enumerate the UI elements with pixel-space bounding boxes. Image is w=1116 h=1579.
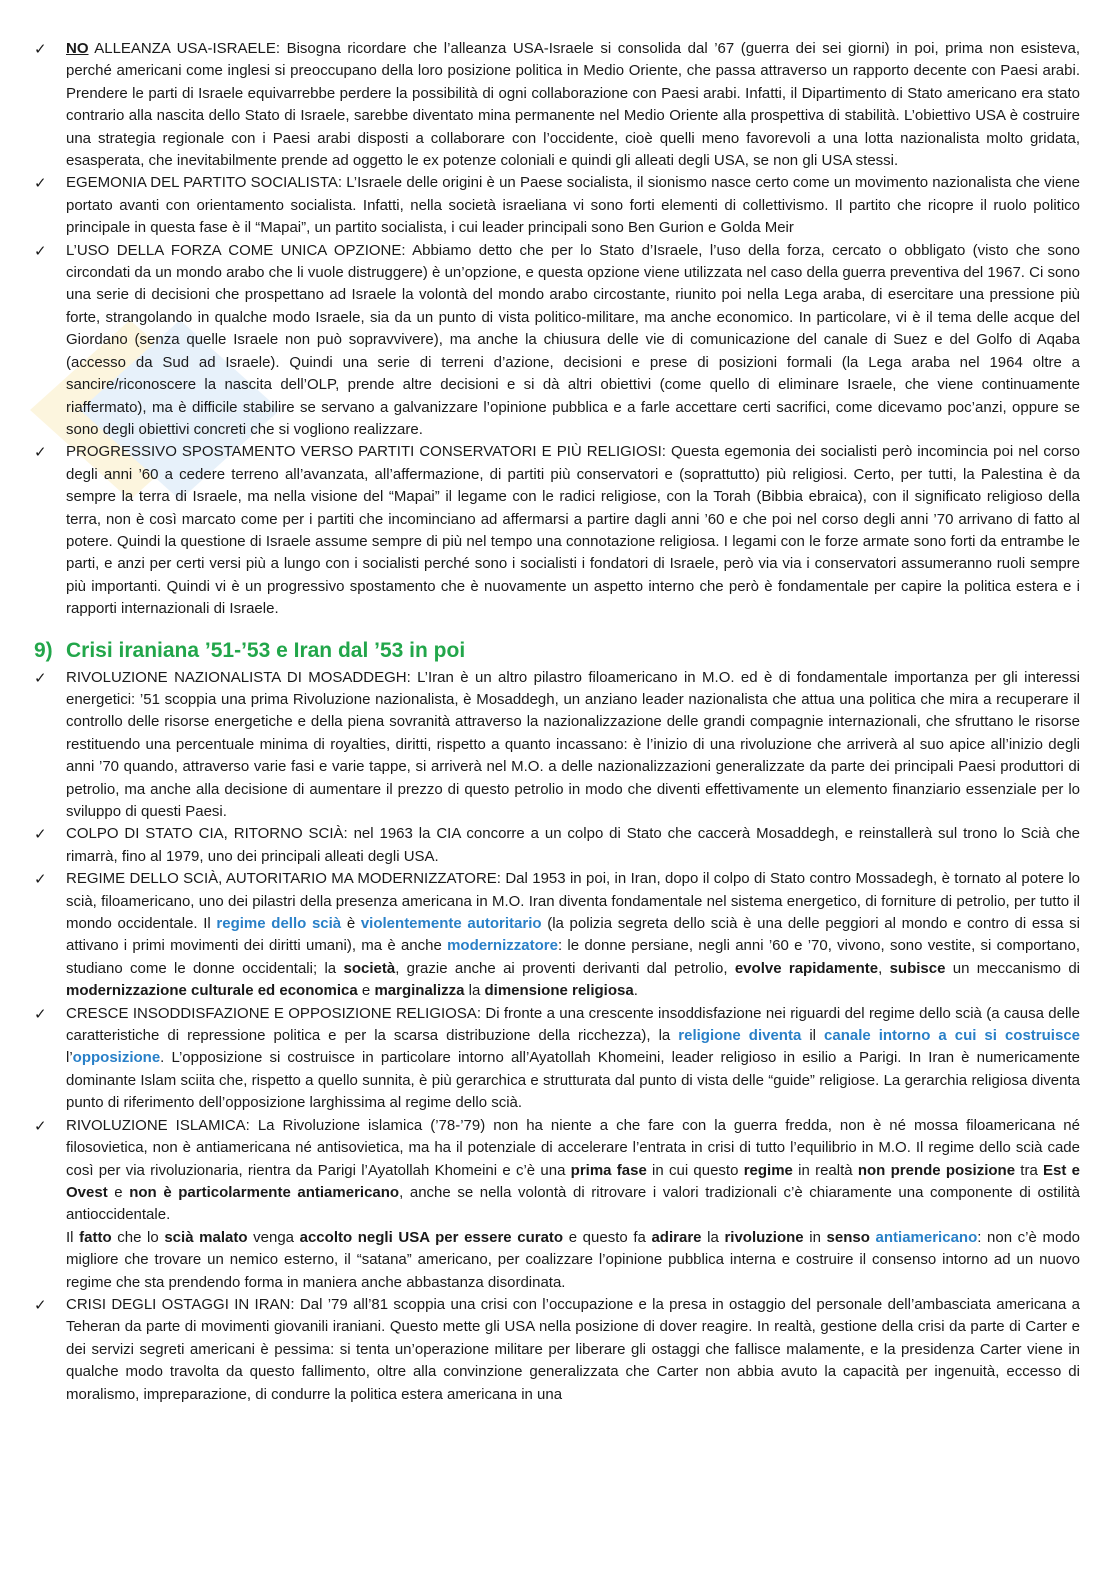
highlight-blue: opposizione: [72, 1049, 161, 1067]
checkmark-icon: ✓: [34, 40, 47, 58]
keyword-bold: fatto: [79, 1228, 112, 1246]
section9-list: [34, 667, 1080, 1406]
text-run: , anche se nella volontà di ritrovare i valori tradizionali c’è chiaramente una componente di ostilità antioccidentale.: [66, 1183, 1080, 1224]
item-text: Bisogna ricordare che l’alleanza USA-Israele si consolida dal ’67 (guerra dei sei giorni) in poi, prima non esisteva, perché americani come inglesi si preoccupano della loro posizione politica in Medio Oriente, che passa attraverso un rapporto decente con Paesi arabi. Prendere le parti di Israele equivarrebbe perdere la possibilità di ogni collaborazione con Paesi arabi. Infatti, il Dipartimento di Stato americano era stato contrario alla nascita dello Stato di Israele, sarebbe diventato mina permanente nel Medio Oriente alla prospettiva di stabilità. L’obiettivo USA è costruire una strategia regionale con i Paesi arabi disposti a collaborare con l’occidente, cioè quelli meno favorevoli a una lotta nazionalista molto gridata, esasperata, che inevitabilmente prende ad oggetto le ex potenze coloniali e quindi gli alleati degli USA, se non gli USA stessi.: [66, 40, 1080, 170]
item-title: ALLEANZA USA-ISRAELE:: [88, 40, 287, 57]
keyword-bold: senso: [826, 1228, 870, 1246]
text-run: tra: [1015, 1161, 1044, 1179]
checkmark-icon: ✓: [34, 443, 47, 462]
checkmark-icon: ✓: [34, 668, 47, 687]
highlight-blue: violentemente autoritario: [360, 915, 542, 933]
highlight-blue: religione diventa: [678, 1027, 802, 1045]
text-run: in: [803, 1228, 827, 1246]
checkmark-icon: ✓: [34, 241, 47, 260]
list-item: [34, 1003, 1080, 1115]
keyword-bold: modernizzazione culturale ed economica: [66, 982, 358, 1000]
text-run: ,: [878, 959, 890, 977]
item-text: L’Iran è un altro pilastro filoamericano in M.O. ed è di fondamentale importanza per gli interessi energetici: ’51 scoppia una prima Rivoluzione nazionalista, è Mosaddegh, un anziano leader nazionalista che attua una politica che mira a recuperare il controllo delle risorse energetiche e della piena sovranità attraverso la nazionalizzazione delle grandi compagnie internazionali, che sfruttano le risorse restituendo una percentuale minima di royalties, diritti, rispetto a quanto incassano: è l’inizio di una rivoluzione che arriverà al suo apice all’inizio degli anni ’70 quando, attraverso varie fasi e varie tappe, si arriverà nel M.O. a delle nazionalizzazioni generalizzate da parte dei principali Paesi produttori di petrolio, ma anche alla decisione di aumentare il prezzo di questo petrolio in modo che diventi effettivamente un elemento finanziario essenziale per lo sviluppo di questi Paesi.: [66, 668, 1080, 820]
keyword-bold: non è particolarmente antiamericano: [129, 1183, 400, 1201]
text-run: venga: [247, 1228, 300, 1246]
item-paragraph: [66, 1227, 1080, 1294]
checkmark-icon: ✓: [34, 1004, 47, 1023]
item-text: Dal ’79 all’81 scoppia una crisi con l’occupazione e la presa in ostaggio del personale dell’ambasciata americana a Teheran da parte di movimenti giovanili iraniani. Questo mette gli USA nella posizione di dover reagire. In realtà, gestione della crisi da parte di Carter e dei servizi segreti americani è pessima: si tenta un’operazione militare per liberare gli ostaggi che fallisce malamente, e la presidenza Carter viene in qualche modo travolta da questo fallimento, oltre alla convinzione generalizzata che Carter non abbia avuto la capacità per ingenuità, eccesso di moralismo, impreparazione, di condurre la politica estera americana in una: [66, 1295, 1081, 1403]
list-item: [34, 1115, 1080, 1294]
text-run: il: [801, 1027, 825, 1045]
text-run: Dal 1953 in poi, in Iran, dopo il colpo di Stato contro Mossadegh, è tornato al potere lo scià, filoamericano, uno dei pilastri della presenza americana in M.O. Iran diventa fondamentale nel sistema energetico, di forniture di petrolio, per tutto il mondo occidentale. Il: [66, 870, 1080, 933]
keyword-bold: scià malato: [164, 1228, 248, 1246]
list-item: [34, 441, 1080, 620]
text-run: e: [107, 1183, 130, 1201]
item-title: CRESCE INSODDISFAZIONE E OPPOSIZIONE RELIGIOSA:: [66, 1004, 486, 1022]
item-title: REGIME DELLO SCIÀ, AUTORITARIO MA MODERNIZZATORE:: [66, 870, 506, 888]
text-run: la: [701, 1228, 725, 1246]
text-run: un meccanismo di: [945, 959, 1080, 977]
text-run: .: [633, 982, 638, 1000]
text-run: la: [464, 982, 485, 1000]
keyword-bold: evolve rapidamente: [734, 959, 879, 977]
item-title: EGEMONIA DEL PARTITO SOCIALISTA:: [66, 174, 347, 192]
section8-list: [34, 38, 1080, 621]
keyword-bold: rivoluzione: [724, 1228, 804, 1246]
list-item: [34, 240, 1080, 442]
text-run: in realtà: [792, 1161, 858, 1179]
list-item: [34, 172, 1080, 239]
text-run: La Rivoluzione islamica (’78-’79) non ha niente a che fare con la guerra fredda, non è né mossa filoamericana né filosovietica, non è antiamericana né antisovietica, ma ha il potenziale di accelerare l’entrata in crisi di tutto l’equilibrio in M.O. Il regime dello scià cade così per via rivoluzionaria, rientra da Parigi l’Ayatollah Khomeini e c’è una: [66, 1116, 1080, 1179]
text-run: in cui questo: [646, 1161, 744, 1179]
text-run: è: [341, 915, 361, 933]
list-item: [34, 667, 1080, 824]
keyword-bold: accolto negli USA per essere curato: [299, 1228, 564, 1246]
section-title: Crisi iraniana ’51-’53 e Iran dal ’53 in poi: [66, 638, 466, 662]
section-number: 9): [34, 638, 53, 662]
checkmark-icon: ✓: [34, 174, 47, 193]
keyword-bold: subisce: [889, 959, 946, 977]
text-run: (la polizia segreta dello scià è una delle peggiori al mondo e contro di essa si attivano i primi movimenti dei diritti umani), ma è anche: [66, 915, 1081, 955]
checkmark-icon: ✓: [34, 1295, 47, 1314]
text-run: . L’opposizione si costruisce in particolare intorno all’Ayatollah Khomeini, leader religioso in esilio a Parigi. In Iran è numericamente dominante Islam sciita che, rispetto a quello sunnita, è più gerarchica e strutturata dal punto di vista delle “guide” religiose. La gerarchia religiosa diventa punto di riferimento dell’opposizione larghissima al regime dello scià.: [66, 1049, 1080, 1112]
keyword-bold: adirare: [651, 1228, 702, 1246]
list-item: [34, 1294, 1080, 1406]
item-text: Questa egemonia dei socialisti però incomincia poi nel corso degli anni ’60 a cedere terreno all’avanzata, all’affermazione, di partiti più conservatori e (soprattutto) più religiosi. Certo, per tutti, la Palestina è da sempre la terra di Israele, ma nella visione del “Mapai” il legame con le radici religiose, con la Torah (Bibbia ebraica), con il significato religioso della terra, non è così marcato come per i partiti che incominciano ad affermarsi a partire dagli anni ’60 e che poi nel corso degli anni ’70 arrivano di fatto al potere. Quindi la questione di Israele assume sempre di più nel tempo una connotazione religiosa. I legami con le forze armate sono forti da entrambe le parti, e anzi per certi versi più a lungo con i socialisti perché sono i socialisti i fondatori di Israele, però via via i conservatori assumeranno ruoli sempre più importanti. Quindi vi è un progressivo spostamento che è nuovamente un aspetto interno che però è fondamentale per capire la politica estera e i rapporti internazionali di Israele.: [66, 443, 1080, 618]
section-heading: [34, 637, 1080, 665]
keyword-bold: società: [343, 959, 396, 977]
highlight-blue: modernizzatore: [447, 937, 558, 955]
text-run: : le donne persiane, negli anni ’60 e ’70, vivono, sono vestite, si comportano, studiano come le donne occidentali; la: [66, 937, 1080, 977]
text-run: e questo fa: [563, 1228, 652, 1246]
text-run: , grazie anche ai proventi derivanti dal petrolio,: [395, 959, 735, 977]
document-page: [34, 38, 1080, 1406]
checkmark-icon: ✓: [34, 1116, 47, 1135]
highlight-blue: regime dello scià: [216, 915, 342, 933]
text-run: e: [357, 982, 375, 1000]
checkmark-icon: ✓: [34, 825, 47, 844]
keyword-bold: marginalizza: [374, 982, 465, 1000]
keyword-bold: dimensione religiosa: [484, 982, 634, 1000]
item-title: RIVOLUZIONE ISLAMICA:: [66, 1116, 258, 1134]
item-title: RIVOLUZIONE NAZIONALISTA DI MOSADDEGH:: [66, 668, 418, 686]
text-run: l’: [66, 1049, 73, 1067]
item-title: PROGRESSIVO SPOSTAMENTO VERSO PARTITI CONSERVATORI E PIÙ RELIGIOSI:: [66, 443, 672, 461]
highlight-blue: antiamericano: [875, 1228, 978, 1246]
keyword-bold: non prende posizione: [857, 1161, 1016, 1179]
item-title: CRISI DEGLI OSTAGGI IN IRAN:: [66, 1295, 300, 1313]
text-run: che lo: [111, 1228, 165, 1246]
keyword-bold: Est e Ovest: [66, 1161, 1080, 1201]
item-text: L’Israele delle origini è un Paese socialista, il sionismo nasce certo come un movimento nazionalista che viene portato avanti con orientamento socialista. Infatti, nella società israeliana vi sono forti elementi di collettivismo. Il partito che ricopre il ruolo politico principale in questa fase è il “Mapai”, un partito socialista, i cui leader principali sono Ben Gurion e Golda Meir: [66, 174, 1080, 237]
list-item: [34, 38, 1080, 172]
text-run: Il: [66, 1228, 80, 1246]
list-item: [34, 868, 1080, 1002]
item-lead: NO: [66, 40, 89, 57]
item-title: L’USO DELLA FORZA COME UNICA OPZIONE:: [66, 241, 413, 259]
keyword-bold: regime: [743, 1161, 793, 1179]
highlight-blue: canale intorno a cui si costruisce: [824, 1027, 1080, 1045]
checkmark-icon: ✓: [34, 870, 47, 889]
item-text: Abbiamo detto che per lo Stato d’Israele, l’uso della forza, cercato o obbligato (visto che sono circondati da un mondo arabo che li vuole distruggere) è un’opzione, e questa opzione viene utilizzata nel caso della guerra preventiva del 1967. Ci sono una serie di decisioni che prospettano ad Israele la volontà del mondo arabo circostante, riunito poi nella Lega araba, di esercitare una pressione più forte, strangolando in qualche modo Israele, sia da un punto di vista politico-militare, ma anche economico. In particolare, vi è il tema delle acque del Giordano (senza quelle Israele non può sopravvivere), ma anche la chiusura delle vie di comunicazione del canale di Suez e del Golfo di Aqaba (accesso da Sud ad Israele). Quindi una serie di terreni d’azione, decisioni e prese di posizioni formali (la Lega araba nel 1964 oltre a sancire/riconoscere la nascita dell’OLP, prende altre decisioni e si dà altri obiettivi (come quello di eliminare Israele, che viene continuamente riaffermato), ma è difficile stabilire se servano a galvanizzare l’opinione pubblica e a farle accettare certi sacrifici, come dicevamo poc’anzi, oppure se sono degli obiettivi concreti che si vogliono realizzare.: [66, 241, 1081, 438]
item-text: nel 1963 la CIA concorre a un colpo di Stato che caccerà Mosaddegh, e reinstallerà sul trono lo Scià che rimarrà, fino al 1979, uno dei principali alleati degli USA.: [66, 825, 1081, 865]
text-run: Di fronte a una crescente insoddisfazione nei riguardi del regime dello scià (a causa delle caratteristiche di repressione politica e per la scarsa distribuzione della ricchezza), la: [66, 1004, 1080, 1045]
text-run: : non c’è modo migliore che trovare un nemico esterno, il “satana” americano, per coalizzare l’opinione pubblica interna e costruire il consenso intorno ad un nuovo regime che sta prendendo forma in maniera anche abbastanza disordinata.: [66, 1228, 1080, 1291]
list-item: [34, 823, 1080, 868]
keyword-bold: prima fase: [570, 1161, 647, 1179]
item-title: COLPO DI STATO CIA, RITORNO SCIÀ:: [66, 825, 354, 843]
